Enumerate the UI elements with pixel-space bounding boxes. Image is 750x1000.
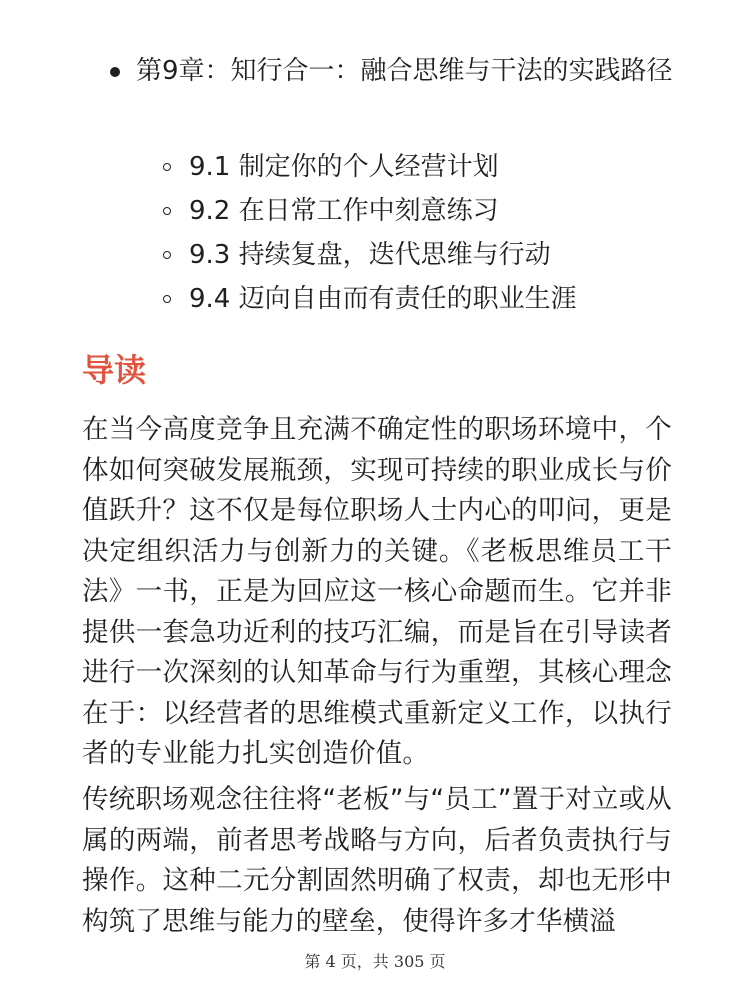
list-item — [163, 189, 577, 233]
hollow-bullet-icon — [163, 295, 171, 303]
subsection-label: 9.3 持续复盘，迭代思维与行动 — [189, 240, 551, 270]
section-heading: 导读 — [82, 351, 147, 389]
list-item — [163, 233, 577, 277]
subsection-list — [163, 145, 577, 321]
hollow-bullet-icon — [163, 251, 171, 259]
subsection-label: 9.1 制定你的个人经营计划 — [189, 152, 499, 182]
subsection-label: 9.4 迈向自由而有责任的职业生涯 — [189, 284, 577, 314]
page-number-footer: 第 4 页，共 305 页 — [304, 952, 446, 971]
body-paragraph: 传统职场观念往往将“老板”与“员工”置于对立或从属的两端，前者思考战略与方向，后者负责执行与操作。这种二元分割固然明确了权责，却也无形中构筑了思维与能力的壁垒，使得许多才华横溢 — [82, 784, 672, 937]
list-item — [163, 145, 577, 189]
hollow-bullet-icon — [163, 163, 171, 171]
chapter-list-item — [110, 50, 690, 92]
list-item — [163, 277, 577, 321]
chapter-title: 第9章：知行合一：融合思维与干法的实践路径 — [136, 56, 673, 86]
hollow-bullet-icon — [163, 207, 171, 215]
body-paragraph: 在当今高度竞争且充满不确定性的职场环境中，个体如何突破发展瓶颈，实现可持续的职业成长与价值跃升？这不仅是每位职场人士内心的叩问，更是决定组织活力与创新力的关键。《老板思维员工干法》一书，正是为回应这一核心命题而生。它并非提供一套急功近利的技巧汇编，而是旨在引导读者进行一次深刻的认知革命与行为重塑，其核心理念在于：以经营者的思维模式重新定义工作，以执行者的专业能力扎实创造价值。 — [82, 414, 672, 769]
subsection-label: 9.2 在日常工作中刻意练习 — [189, 196, 499, 226]
filled-bullet-icon — [110, 67, 120, 77]
